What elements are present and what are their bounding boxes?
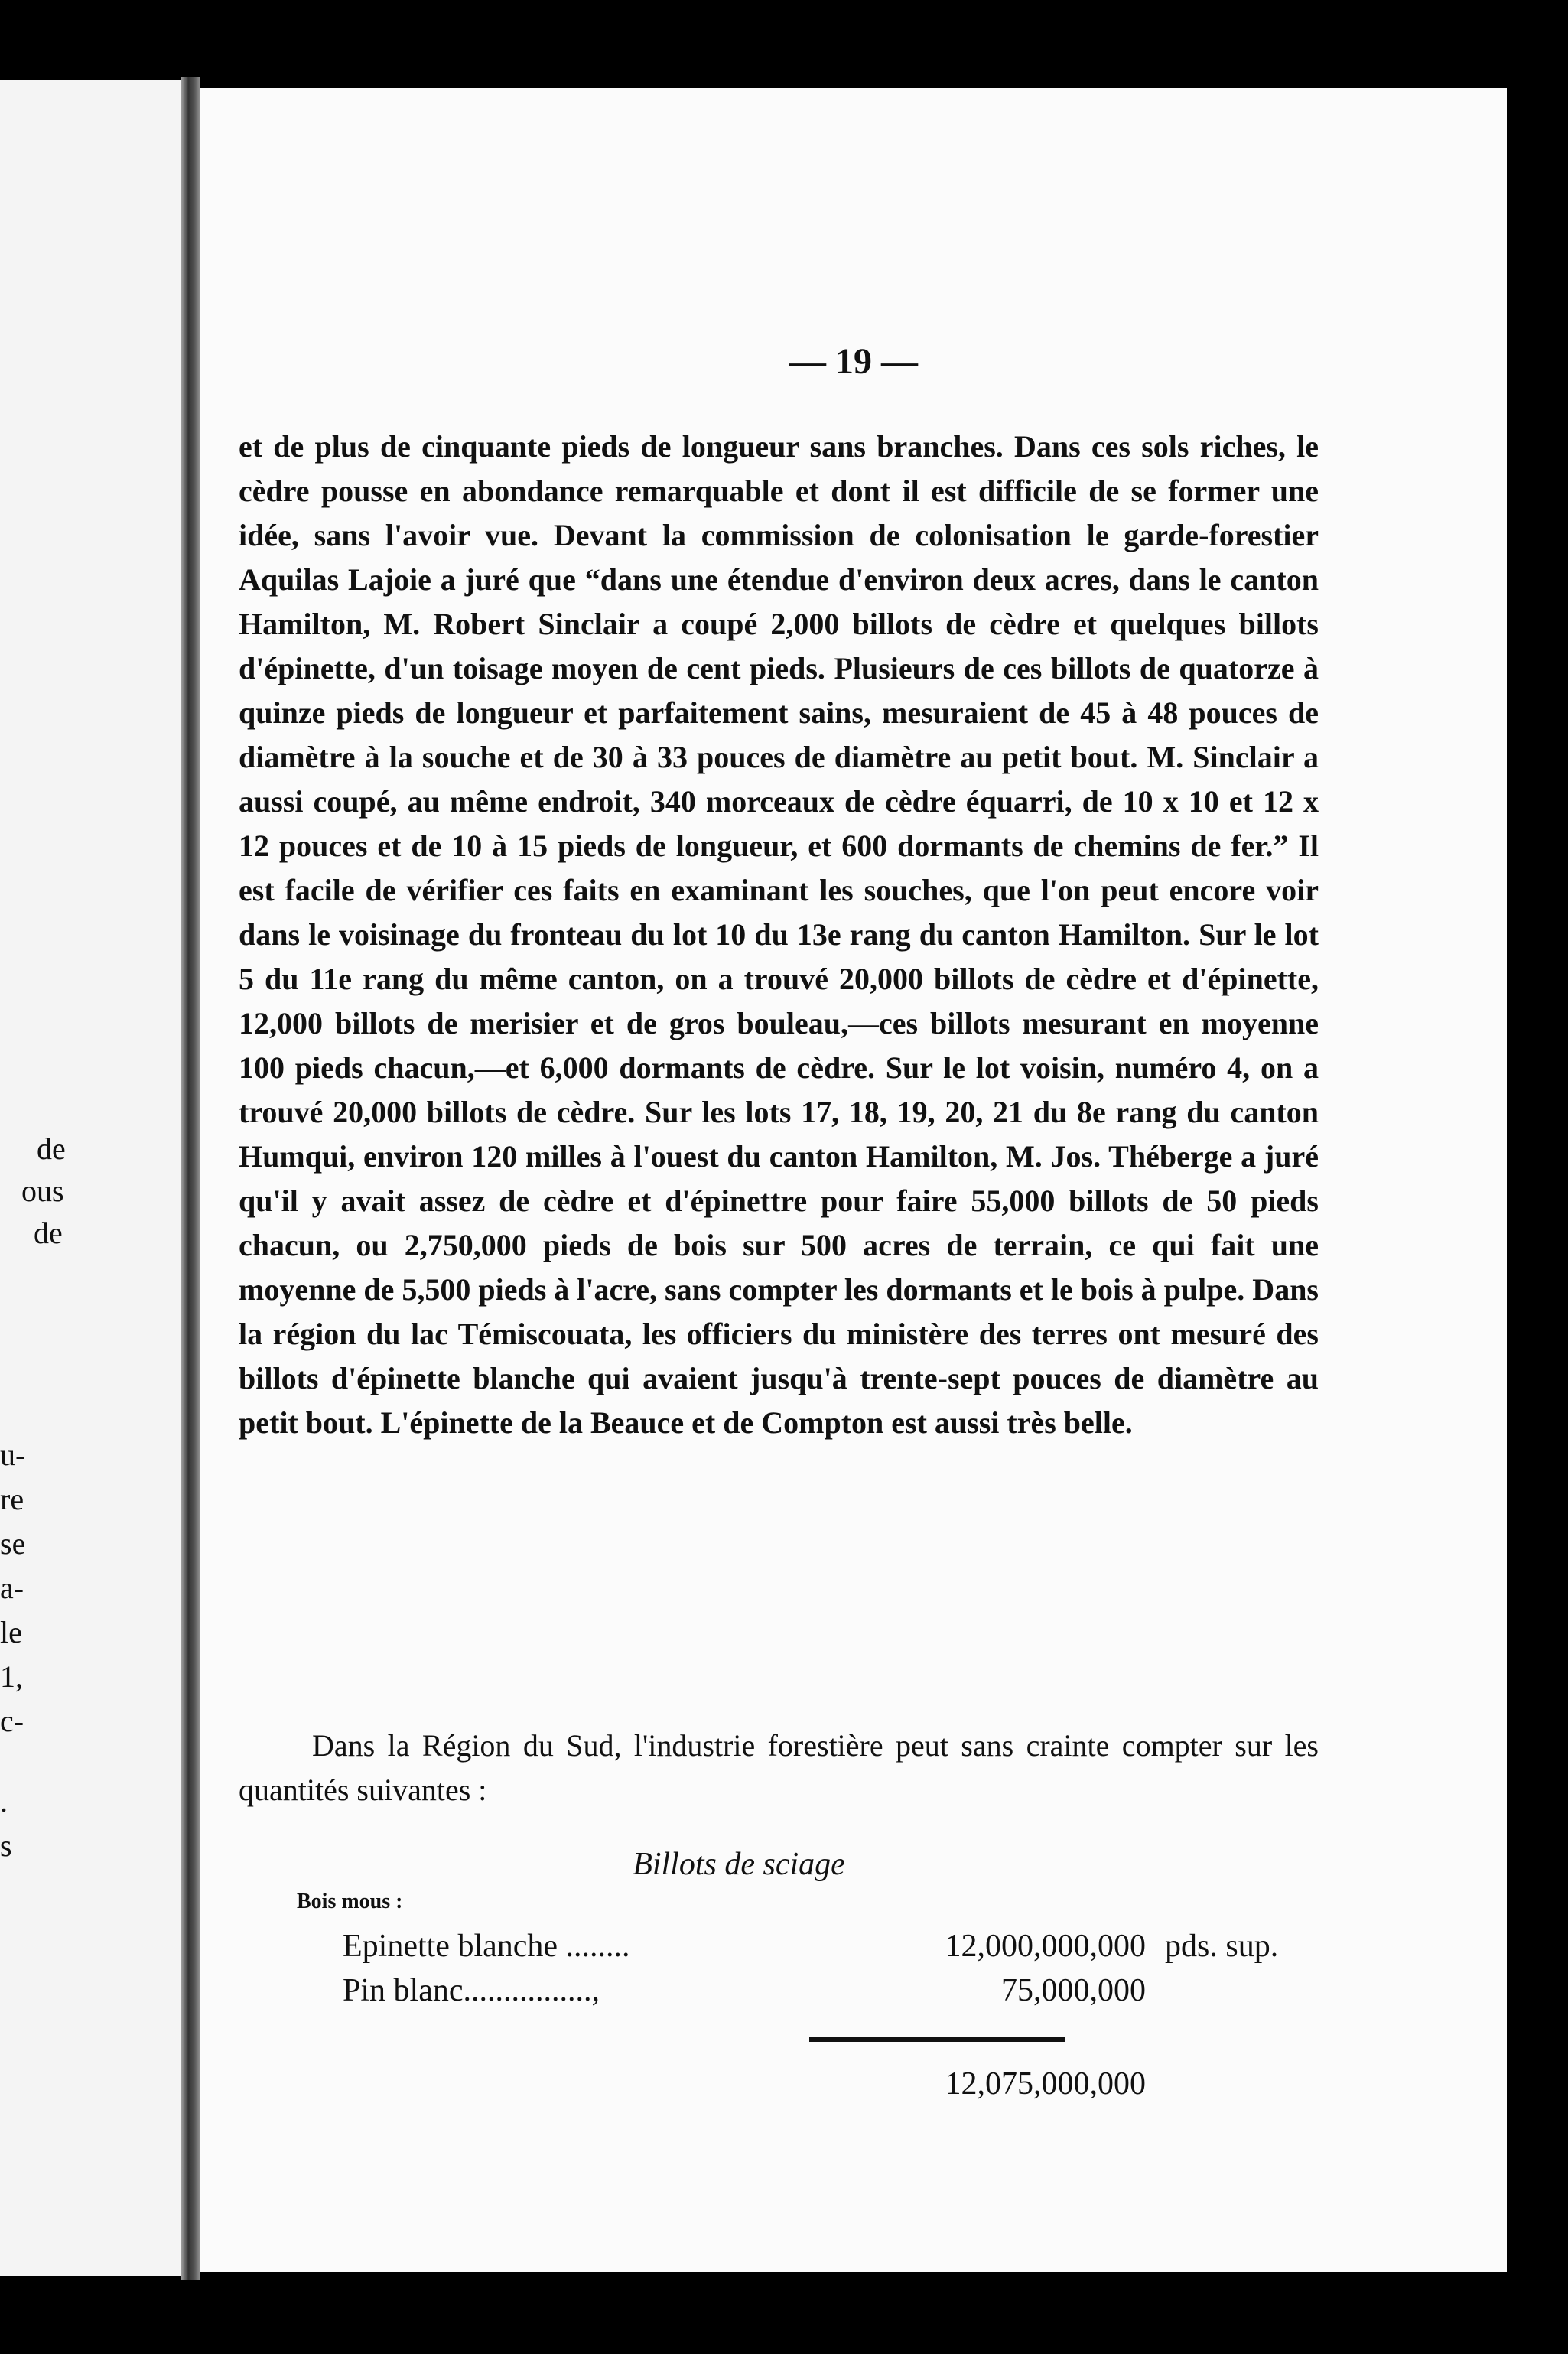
row-label: Epinette blanche ........ <box>343 1929 630 1964</box>
prev-fragment: 1, <box>0 1659 23 1694</box>
prev-fragment: c- <box>0 1704 24 1738</box>
sum-rule <box>809 2037 1065 2042</box>
total-amount: 12,075,000,000 <box>945 2066 1146 2102</box>
previous-page-margin <box>0 80 184 2276</box>
row-amount: 75,000,000 <box>1001 1973 1146 2008</box>
table-row <box>343 1928 1322 1969</box>
row-amount: 12,000,000,000 <box>945 1929 1146 1964</box>
prev-fragment: le <box>0 1615 22 1649</box>
prev-fragment: de <box>37 1131 66 1166</box>
prev-fragment: ous <box>21 1174 64 1208</box>
prev-fragment: u- <box>0 1437 26 1472</box>
total-row <box>343 2066 1322 2107</box>
prev-fragment: s <box>0 1828 12 1863</box>
prev-fragment: a- <box>0 1571 24 1605</box>
prev-fragment: re <box>0 1482 24 1516</box>
section-title: Billots de sciage <box>633 1847 845 1882</box>
book-binding-shadow <box>181 77 200 2280</box>
body-paragraph: Dans la Région du Sud, l'industrie forestière peut sans crainte compter sur les quantités suivantes : <box>239 1728 1319 1807</box>
page-number: — 19 — <box>789 341 918 382</box>
category-heading: Bois mous : <box>297 1890 403 1913</box>
book-page <box>200 88 1507 2272</box>
body-paragraph: et de plus de cinquante pieds de longueur sans branches. Dans ces sols riches, le cèdre pousse en abondance remarquable et dont il est difficile de se former une idée, sans l'avoir vue. Devant la commission de colonisation le garde-forestier Aquilas Lajoie a juré que “dans une étendue d'environ deux acres, dans le canton Hamilton, M. Robert Sinclair a coupé 2,000 billots de cèdre et quelques billots d'épinette, d'un toisage moyen de cent pieds. Plusieurs de ces billots de quatorze à quinze pieds de longueur et parfaitement sains, mesuraient de 45 à 48 pouces de diamètre à la souche et de 30 à 33 pouces de diamètre au petit bout. M. Sinclair a aussi coupé, au même endroit, 340 morceaux de cèdre équarri, de 10 x 10 et 12 x 12 pouces et de 10 à 15 pieds de longueur, et 600 dormants de chemins de fer.” Il est facile de vérifier ces faits en examinant les souches, que l'on peut encore voir dans le voisinage du fronteau du lot 10 du 13e rang du canton Hamilton. Sur le lot 5 du 11e rang du même canton, on a trouvé 20,000 billots de cèdre et d'épinette, 12,000 billots de merisier et de gros bouleau,—ces billots mesurant en moyenne 100 pieds chacun,—et 6,000 dormants de cèdre. Sur le lot voisin, numéro 4, on a trouvé 20,000 billots de cèdre. Sur les lots 17, 18, 19, 20, 21 du 8e rang du canton Humqui, environ 120 milles à l'ouest du canton Hamilton, M. Jos. Théberge a juré qu'il y avait assez de cèdre et d'épinettre pour faire 55,000 billots de 50 pieds chacun, ou 2,750,000 pieds de bois sur 500 acres de terrain, ce qui fait une moyenne de 5,500 pieds à l'acre, sans compter les dormants et le bois à pulpe. Dans la région du lac Témiscouata, les officiers du ministère des terres ont mesuré des billots d'épinette blanche qui avaient jusqu'à trente-sept pouces de diamètre au petit bout. L'épinette de la Beauce et de Compton est aussi très belle. <box>239 429 1319 1440</box>
row-label: Pin blanc................, <box>343 1973 600 2008</box>
table-row <box>343 1972 1322 2014</box>
prev-fragment: . <box>0 1784 8 1818</box>
row-unit: pds. sup. <box>1165 1929 1279 1964</box>
prev-fragment: se <box>0 1526 26 1561</box>
prev-fragment: de <box>34 1216 63 1250</box>
